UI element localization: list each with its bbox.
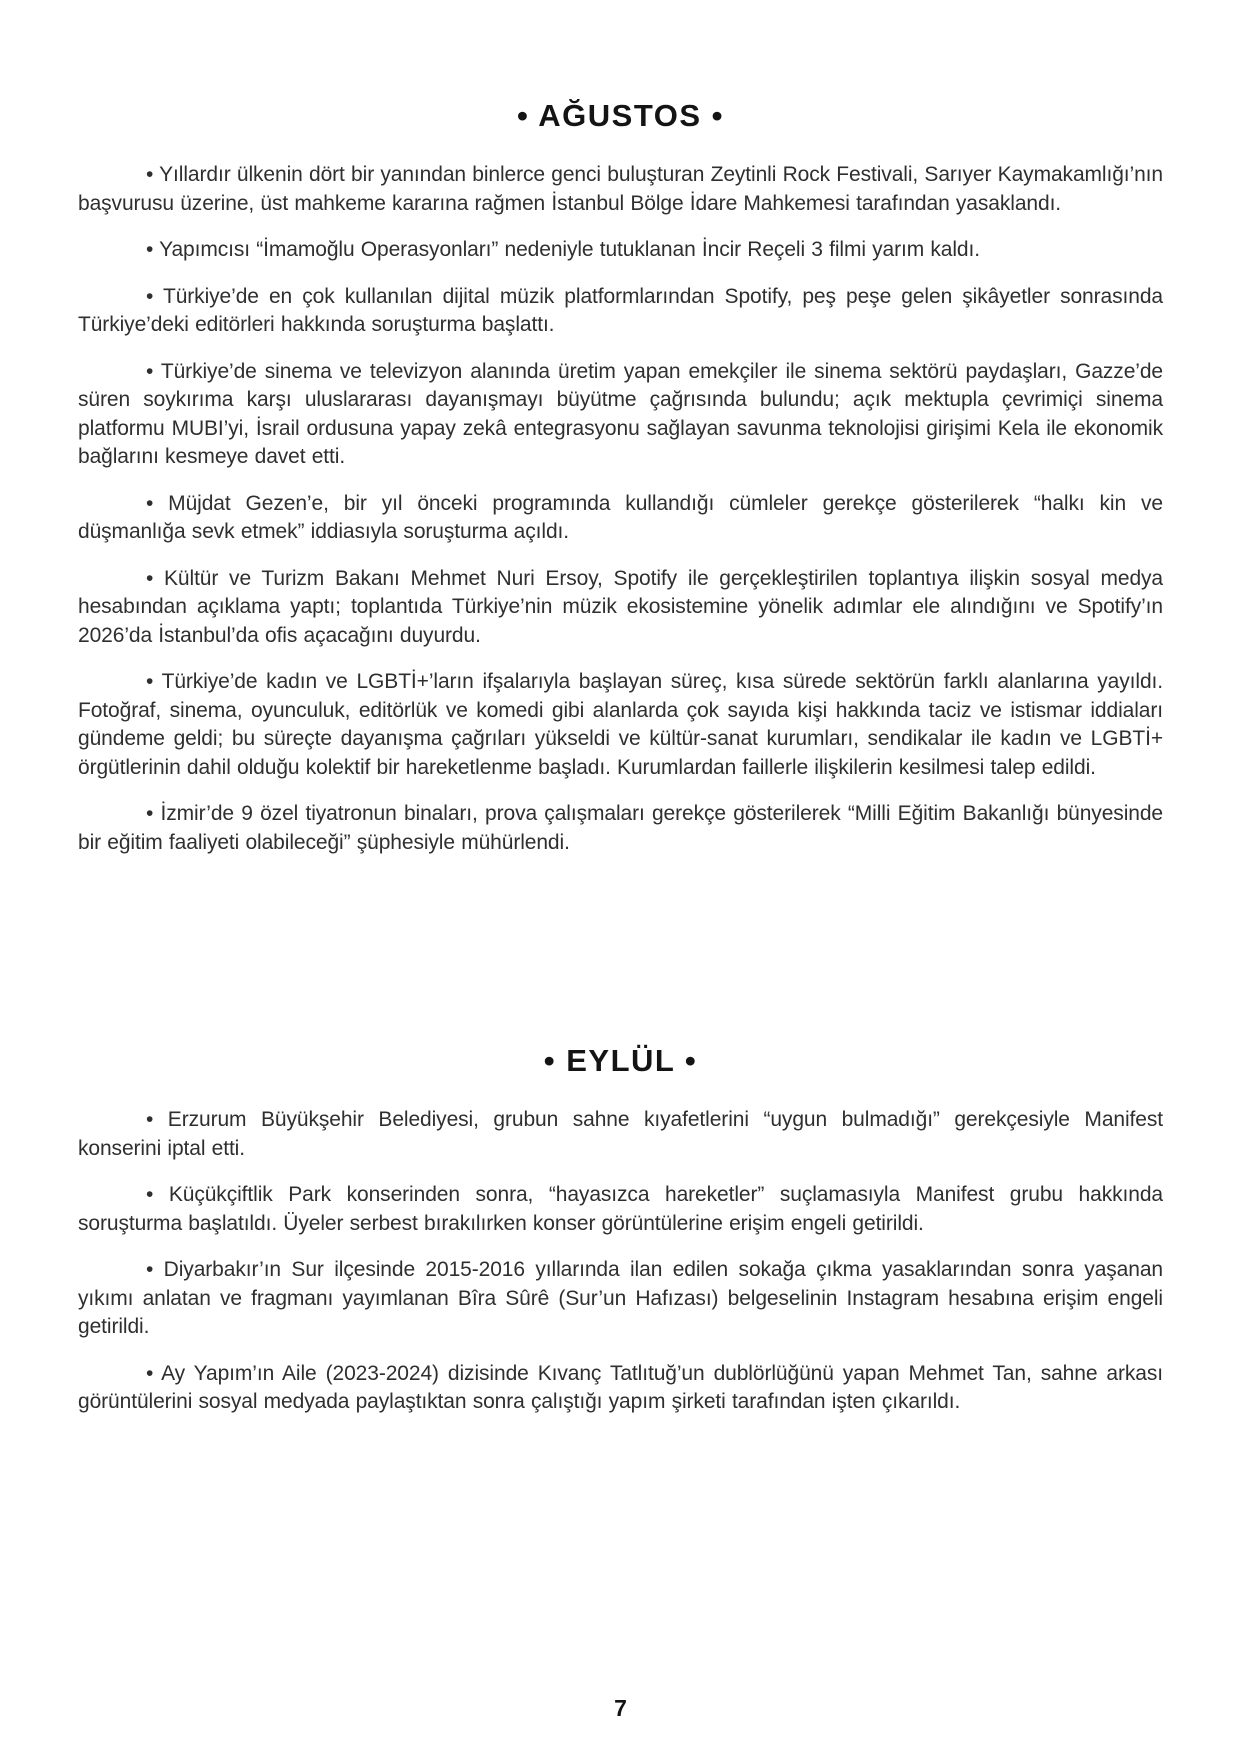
news-paragraph: • İzmir’de 9 özel tiyatronun binaları, prova çalışmaları gerekçe gösterilerek “Milli Eğitim Bakanlığı bünyesinde bir eğitim faaliyeti olabileceği” şüphesiyle mühürlendi. — [78, 802, 1163, 854]
news-paragraph: • Kültür ve Turizm Bakanı Mehmet Nuri Ersoy, Spotify ile gerçekleştirilen toplantıya ilişkin sosyal medya hesabından açıklama yaptı; toplantıda Türkiye’nin müzik ekosistemine yönelik adımlar ele alındığını ve Spotify’ın 2026’da İstanbul’da ofis açacağını duyurdu. — [78, 566, 1163, 647]
news-paragraph: • Ay Yapım’ın Aile (2023-2024) dizisinde Kıvanç Tatlıtuğ’un dublörlüğünü yapan Mehmet Tan, sahne arkası görüntülerini sosyal medyada paylaştıktan sonra çalıştığı yapım şirketi tarafından işten çıkarıldı. — [78, 1361, 1163, 1413]
news-paragraph: • Diyarbakır’ın Sur ilçesinde 2015-2016 yıllarında ilan edilen sokağa çıkma yasaklarından sonra yaşanan yıkımı anlatan ve fragmanı yayımlanan Bîra Sûrê (Sur’un Hafızası) belgeselinin Instagram hesabına erişim engeli getirildi. — [78, 1258, 1163, 1338]
news-paragraph: • Türkiye’de sinema ve televizyon alanında üretim yapan emekçiler ile sinema sektörü paydaşları, Gazze’de süren soykırıma karşı uluslararası dayanışmayı büyütme çağrısında bulundu; açık mektupla çevrimiçi sinema platformu MUBI’yi, İsrail ordusuna yapay zekâ entegrasyonu sağlayan savunma teknolojisi girişimi Kela ile ekonomik bağlarını kesmeye davet etti. — [78, 359, 1163, 468]
section-agustos — [78, 0, 1163, 857]
news-paragraph: • Yapımcısı “İmamoğlu Operasyonları” nedeniyle tutuklanan İncir Reçeli 3 filmi yarım kaldı. — [146, 238, 980, 261]
section-eylul — [78, 875, 1163, 1417]
news-paragraph: • Müjdat Gezen’e, bir yıl önceki programında kullandığı cümleler gerekçe gösterilerek “halkı kin ve düşmanlığa sevk etmek” iddiasıyla soruşturma açıldı. — [78, 491, 1163, 543]
news-paragraph: • Erzurum Büyükşehir Belediyesi, grubun sahne kıyafetlerini “uygun bulmadığı” gerekçesiyle Manifest konserini iptal etti. — [78, 1108, 1163, 1160]
news-paragraph: • Türkiye’de kadın ve LGBTİ+’ların ifşalarıyla başlayan süreç, kısa sürede sektörün farklı alanlarına yayıldı. Fotoğraf, sinema, oyunculuk, editörlük ve komedi gibi alanlarda çok sayıda kişi hakkında taciz ve istismar iddiaları gündeme geldi; bu süreçte dayanışma çağrıları yükseldi ve kültür-sanat kurumları, sendikalar ile kadın ve LGBTİ+ örgütlerinin dahil olduğu kolektif bir hareketlenme başladı. Kurumlardan faillerle ilişkilerin kesilmesi talep edildi. — [78, 670, 1163, 779]
news-paragraph: • Küçükçiftlik Park konserinden sonra, “hayasızca hareketler” suçlamasıyla Manifest grubu hakkında soruşturma başlatıldı. Üyeler serbest bırakılırken konser görüntülerine erişim engeli getirildi. — [78, 1183, 1163, 1235]
section-heading-agustos: • AĞUSTOS • — [516, 98, 724, 133]
news-paragraph: • Yıllardır ülkenin dört bir yanından binlerce genci buluşturan Zeytinli Rock Festivali, Sarıyer Kaymakamlığı’nın başvurusu üzerine, üst mahkeme kararına rağmen İstanbul Bölge İdare Mahkemesi tarafından yasaklandı. — [78, 163, 1163, 215]
news-paragraph: • Türkiye’de en çok kullanılan dijital müzik platformlarından Spotify, peş peşe gelen şikâyetler sonrasında Türkiye’deki editörleri hakkında soruşturma başlattı. — [78, 284, 1163, 336]
page-number: 7 — [614, 1695, 627, 1721]
section-heading-eylul: • EYLÜL • — [543, 1043, 698, 1078]
